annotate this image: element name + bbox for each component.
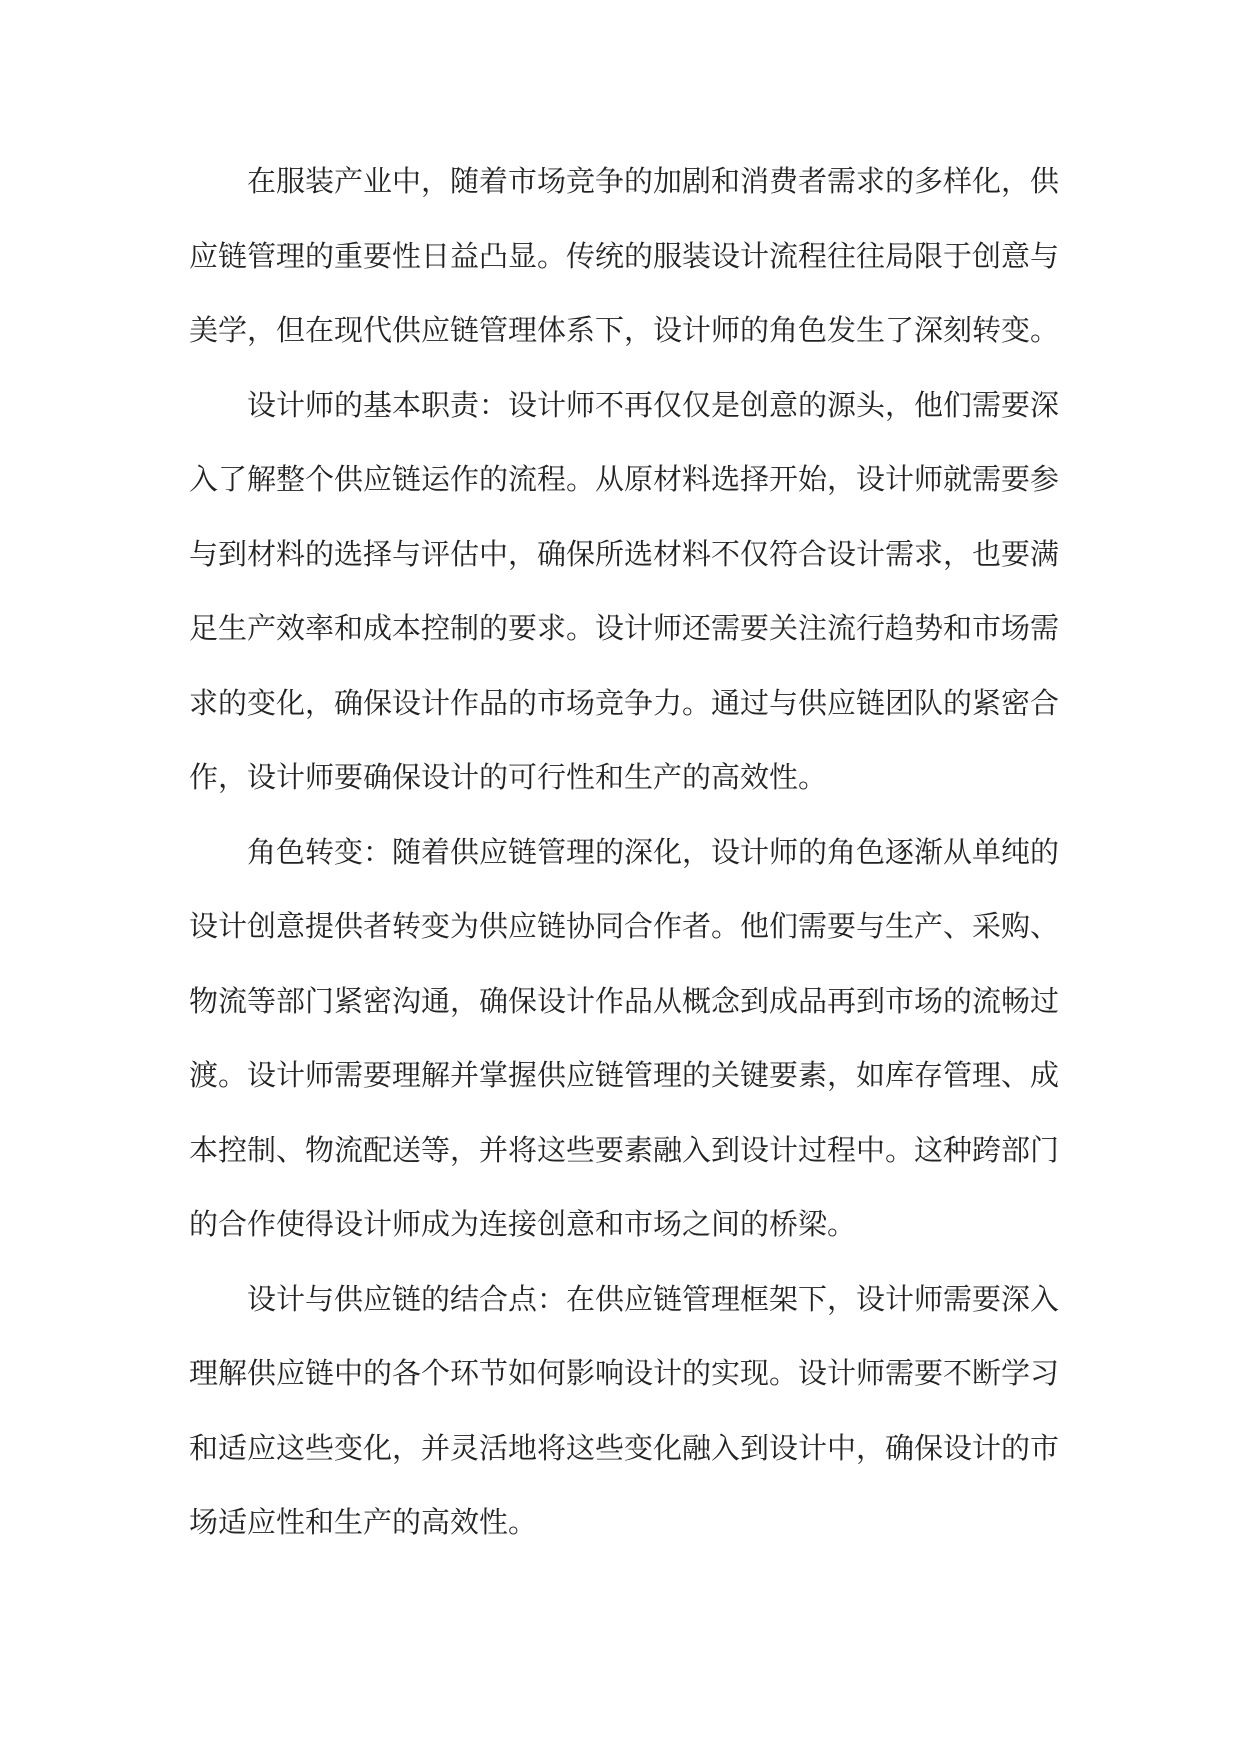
paragraph-intro (189, 144, 1060, 368)
paragraph-line: 理解供应链中的各个环节如何影响设计的实现。设计师需要不断学习 (189, 1356, 1060, 1390)
paragraph-role-change (189, 815, 1060, 1262)
paragraph-line: 物流等部门紧密沟通，确保设计作品从概念到成品再到市场的流畅过 (189, 983, 1060, 1018)
paragraph-line: 在服装产业中，随着市场竞争的加剧和消费者需求的多样化，供 (247, 164, 1060, 198)
paragraph-line: 设计师的基本职责：设计师不再仅仅是创意的源头，他们需要深 (247, 387, 1060, 422)
paragraph-line: 与到材料的选择与评估中，确保所选材料不仅符合设计需求，也要满 (189, 536, 1060, 571)
paragraph-line: 足生产效率和成本控制的要求。设计师还需要关注流行趋势和市场需 (189, 611, 1060, 645)
paragraph-line: 设计与供应链的结合点：在供应链管理框架下，设计师需要深入 (247, 1281, 1060, 1316)
paragraph-line: 入了解整个供应链运作的流程。从原材料选择开始，设计师就需要参 (189, 462, 1060, 496)
paragraph-line: 场适应性和生产的高效性。 (189, 1505, 538, 1539)
document-body (189, 144, 1060, 1560)
paragraph-line: 和适应这些变化，并灵活地将这些变化融入到设计中，确保设计的市 (189, 1430, 1060, 1465)
paragraph-line: 本控制、物流配送等，并将这些要素融入到设计过程中。这种跨部门 (189, 1132, 1060, 1167)
paragraph-basic-duties (189, 368, 1060, 815)
paragraph-line: 的合作使得设计师成为连接创意和市场之间的桥梁。 (189, 1207, 857, 1241)
paragraph-integration-point (189, 1262, 1060, 1560)
paragraph-line: 角色转变：随着供应链管理的深化，设计师的角色逐渐从单纯的 (247, 834, 1060, 869)
paragraph-line: 美学，但在现代供应链管理体系下，设计师的角色发生了深刻转变。 (189, 313, 1060, 347)
paragraph-line: 设计创意提供者转变为供应链协同合作者。他们需要与生产、采购、 (189, 909, 1060, 943)
paragraph-line: 应链管理的重要性日益凸显。传统的服装设计流程往往局限于创意与 (189, 238, 1060, 273)
paragraph-line: 渡。设计师需要理解并掌握供应链管理的关键要素，如库存管理、成 (189, 1058, 1060, 1092)
paragraph-line: 求的变化，确保设计作品的市场竞争力。通过与供应链团队的紧密合 (189, 685, 1060, 720)
paragraph-line: 作，设计师要确保设计的可行性和生产的高效性。 (189, 760, 828, 794)
